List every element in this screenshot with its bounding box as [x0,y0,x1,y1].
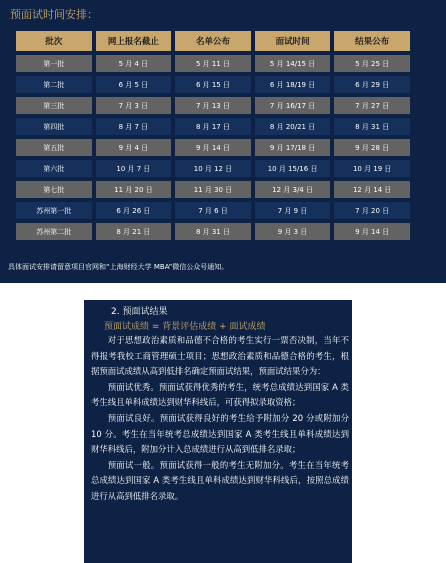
table-cell: 10 月 7 日 [96,160,172,177]
table-cell: 8 月 20/21 日 [255,118,331,135]
results-formula: 预面试成绩 = 背景评估成绩 + 面试成绩 [104,322,266,332]
results-paragraph: 预面试优秀。预面试获得优秀的考生，统考总成绩达到国家 A 类考生线且单科成绩达到财华科线后，可获得拟录取资格； [91,381,349,408]
table-cell: 第四批 [16,118,92,135]
table-row [16,118,410,135]
table-cell: 11 月 20 日 [96,181,172,198]
table-cell: 第二批 [16,76,92,93]
table-row [16,202,410,219]
table-row [16,97,410,114]
table-cell: 9 月 4 日 [96,139,172,156]
table-cell: 第六批 [16,160,92,177]
table-cell: 8 月 31 日 [175,223,251,240]
table-cell: 7 月 20 日 [334,202,410,219]
table-cell: 6 月 5 日 [96,76,172,93]
table-cell: 7 月 27 日 [334,97,410,114]
table-cell: 10 月 12 日 [175,160,251,177]
table-cell: 8 月 21 日 [96,223,172,240]
table-cell: 5 月 11 日 [175,55,251,72]
table-cell: 11 月 30 日 [175,181,251,198]
table-cell: 12 月 3/4 日 [255,181,331,198]
table-cell: 10 月 19 日 [334,160,410,177]
table-row [16,76,410,93]
col-header-result: 结果公布 [334,31,410,51]
table-cell: 7 月 3 日 [96,97,172,114]
schedule-note: 具体面试安排请留意项目官网和“上海财经大学 MBA”微信公众号通知。 [8,263,229,271]
table-cell: 10 月 15/16 日 [255,160,331,177]
col-header-deadline: 网上报名截止 [96,31,172,51]
table-cell: 8 月 31 日 [334,118,410,135]
table-cell: 6 月 15 日 [175,76,251,93]
col-header-interview: 面试时间 [255,31,331,51]
results-panel [84,300,352,563]
table-cell: 第一批 [16,55,92,72]
table-cell: 5 月 14/15 日 [255,55,331,72]
results-paragraph: 对于思想政治素质和品德不合格的考生实行一票否决制，当年不得报考我校工商管理硕士项目；思想政治素质和品德合格的考生，根据预面试成绩从高到低排名确定预面试结果，预面试结果分为： [91,335,349,377]
table-cell: 7 月 6 日 [175,202,251,219]
table-row [16,139,410,156]
table-cell: 6 月 26 日 [96,202,172,219]
col-header-list: 名单公布 [175,31,251,51]
table-cell: 5 月 25 日 [334,55,410,72]
table-cell: 9 月 14 日 [334,223,410,240]
results-paragraph: 预面试良好。预面试获得良好的考生给予附加分 20 分或附加分 10 分。考生在当年统考总成绩达到国家 A 类考生线且单科成绩达到财华科线后，附加分计入总成绩进行从高到低排名录取； [91,412,349,455]
table-row [16,223,410,240]
table-cell: 7 月 9 日 [255,202,331,219]
results-paragraph: 预面试一般。预面试获得一般的考生无附加分。考生在当年统考总成绩达到国家 A 类考生线且单科成绩达到财华科线后，按照总成绩进行从高到低排名录取。 [91,459,349,501]
table-cell: 7 月 13 日 [175,97,251,114]
table-cell: 苏州第一批 [16,202,92,219]
table-cell: 第三批 [16,97,92,114]
table-cell: 9 月 17/18 日 [255,139,331,156]
table-cell: 9 月 3 日 [255,223,331,240]
col-header-batch: 批次 [16,31,92,51]
table-cell: 第五批 [16,139,92,156]
results-body [91,333,349,505]
table-cell: 8 月 17 日 [175,118,251,135]
results-heading: 2. 预面试结果 [111,307,168,317]
table-cell: 6 月 18/19 日 [255,76,331,93]
table-cell: 8 月 7 日 [96,118,172,135]
table-cell: 9 月 14 日 [175,139,251,156]
schedule-title: 预面试时间安排： [10,8,98,21]
table-cell: 12 月 14 日 [334,181,410,198]
table-row [16,160,410,177]
table-cell: 苏州第二批 [16,223,92,240]
table-row [16,55,410,72]
table-cell: 9 月 28 日 [334,139,410,156]
table-header-row [16,31,410,51]
table-cell: 5 月 4 日 [96,55,172,72]
table-cell: 7 月 16/17 日 [255,97,331,114]
schedule-table [12,27,414,244]
table-cell: 第七批 [16,181,92,198]
table-cell: 6 月 29 日 [334,76,410,93]
table-row [16,181,410,198]
